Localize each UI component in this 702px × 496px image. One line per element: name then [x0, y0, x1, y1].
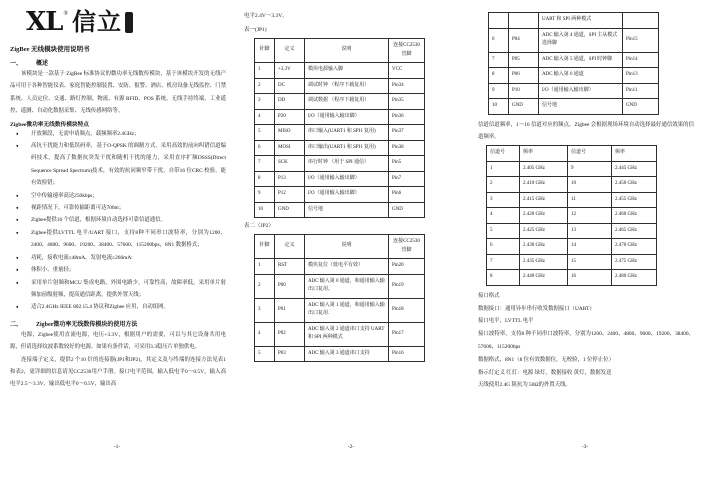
- registered-trademark-icon: ®: [63, 11, 69, 17]
- led-definition-line: 指示灯定义 红灯：电源 绿灯，数据接收 黄灯，数据发送: [478, 369, 612, 376]
- document-title: ZigBee 无线模块使用说明书: [10, 46, 90, 53]
- jp2-table-body: [255, 259, 425, 362]
- table-cell: 7: [489, 52, 509, 68]
- feature-text: 体积小、重量轻；: [31, 267, 75, 274]
- table-cell: 6: [489, 28, 509, 52]
- table-row: [489, 28, 659, 52]
- feature-text: 功耗，接收电流≤48mA，发射电流≤266mA:: [31, 254, 133, 261]
- table-2-caption: 表二（JP2）: [244, 223, 274, 229]
- table-cell: 2.420 GHz: [520, 208, 568, 224]
- jp2-pin-table: [254, 234, 425, 362]
- table-cell: 13: [568, 223, 612, 239]
- antenna-line: 天线使用2.4G 阻抗为 50Ω的外置天线。: [478, 382, 571, 389]
- table-1-caption: 表一(JP1): [244, 27, 267, 33]
- page-1-number: -1-: [113, 444, 121, 450]
- table-cell: 调试数据 （程序下载复用）: [305, 94, 389, 110]
- table-cell: Pin35: [389, 94, 425, 110]
- table-cell: 2.465 GHz: [612, 223, 657, 239]
- bullet-icon: ●: [16, 205, 19, 211]
- table-row: [487, 192, 657, 208]
- table-cell: +3.3V: [275, 63, 305, 79]
- level-range-line: 电平2.4V～3.3V。: [244, 13, 288, 19]
- table-cell: 2.430 GHz: [520, 239, 568, 255]
- jp2-pin-table-continued: [488, 12, 659, 115]
- jp1-table-body: [255, 63, 425, 218]
- table-cell: 10: [255, 202, 275, 218]
- interface-line: 接口格式: [478, 292, 500, 299]
- table-cell: 2.450 GHz: [612, 177, 657, 193]
- table-row: [255, 171, 425, 187]
- table-cell: GND: [623, 99, 659, 115]
- features-heading: Zigbee微功率无线数传模块特点: [10, 121, 89, 128]
- table-cell: DC: [275, 78, 305, 94]
- table-cell: P04: [509, 28, 539, 52]
- table-cell: 1: [255, 259, 275, 275]
- table-cell: P12: [275, 187, 305, 203]
- interface-line: 接口电平，LVTTL 电平: [478, 318, 534, 325]
- feature-item: [16, 264, 226, 276]
- table-cell: Pin7: [389, 171, 425, 187]
- table-row: [255, 94, 425, 110]
- feature-item: [16, 140, 226, 190]
- section-2-title: Zigbee微功率无线数传模块的使用方法: [36, 321, 138, 328]
- table-row: [255, 346, 425, 362]
- table-row: [255, 63, 425, 79]
- feature-item: [16, 202, 226, 214]
- channel-intro-paragraph: 信道信道频率，1～16 信道对应的频点。Zigbee 会根据现场环境自动选择最好通信效果的信道频率。: [478, 121, 694, 140]
- table-cell: I/O（通用输入输出脚）: [539, 83, 623, 99]
- table-row: [487, 270, 657, 286]
- table-row: [255, 140, 425, 156]
- table-cell: Pin18: [389, 298, 425, 322]
- table-cell: P05: [509, 52, 539, 68]
- feature-text: Zigbee提供LVTTL 电平/UART 接口，支持8种不同串口波特率，分别为1200、2400、4800、9600、19200、38400、57600、115200bps，8N1 数据格式；: [31, 229, 226, 249]
- table-cell: 6: [487, 239, 520, 255]
- section-2-number: 二、: [10, 321, 23, 328]
- feature-text: 高抗干扰能力和低误码率，基于O-QPSK 的调制方式，采用高效的前向纠错信道编码技术，提高了数据抗突发干扰和随机干扰的能力，采用直序扩频DSSS(Direct Sequence Spread Spectrum)技术，有效的抗同频窄带干扰，自带16 位CRC 校验，能有效检错；: [31, 143, 226, 187]
- table-cell: 8: [489, 68, 509, 84]
- table-cell: Pin19: [389, 274, 425, 298]
- table-cell: 3: [255, 298, 275, 322]
- bullet-icon: ●: [16, 130, 19, 136]
- table-cell: 串口输出(UART1 和 SPI1 复用): [305, 140, 389, 156]
- table-cell: 4: [255, 109, 275, 125]
- table-cell: 模块电源输入脚: [305, 63, 389, 79]
- table-cell: 14: [568, 239, 612, 255]
- table-row: [489, 68, 659, 84]
- logo-xinli-text: 信立: [72, 8, 123, 36]
- power-paragraph: 电源，Zigbee使用直流电源，电压+3.3V，根据用户的需要，可以与其它设备共用电源，但请选择纹波系数较好的电源。如果有条件话，可采用3.3稳压片单独供电。: [10, 331, 226, 351]
- table-cell: 1: [255, 63, 275, 79]
- table-cell: 12: [568, 208, 612, 224]
- table-row: [255, 125, 425, 141]
- table-cell: [623, 13, 659, 29]
- table-cell: 6: [255, 140, 275, 156]
- table-cell: MOSI: [275, 140, 305, 156]
- page-2-number: -2-: [347, 444, 355, 450]
- feature-text: 空中传输速率高达250kbps；: [31, 192, 98, 199]
- table-cell: ADC 输入第 3 通道串口支持: [305, 346, 389, 362]
- table-row: [489, 52, 659, 68]
- table-cell: ADC 输入第 6 通道: [539, 68, 623, 84]
- table-row: [255, 322, 425, 346]
- table-row: [487, 223, 657, 239]
- table-cell: 4: [255, 322, 275, 346]
- table-cell: 2.475 GHz: [612, 254, 657, 270]
- table-cell: 2.415 GHz: [520, 192, 568, 208]
- table-cell: 10: [489, 99, 509, 115]
- table-row: [487, 239, 657, 255]
- table-cell: P06: [509, 68, 539, 84]
- table-row: [487, 254, 657, 270]
- table-cell: Pin13: [623, 68, 659, 84]
- table-cell: 9: [255, 187, 275, 203]
- feature-item: [16, 214, 226, 226]
- table-cell: 9: [489, 83, 509, 99]
- col-header-pin: 针脚: [255, 235, 275, 259]
- table-cell: P03: [275, 346, 305, 362]
- col-header-definition: 定义: [275, 39, 305, 63]
- table-row: [255, 187, 425, 203]
- section-2-heading: [10, 319, 224, 328]
- table-cell: Pin14: [623, 52, 659, 68]
- interface-line: 接口波特率，支持8 种不同串口波特率，分别为1200、2400、4800、9600、19200、38400、57600、115200bps: [478, 331, 694, 350]
- table-cell: 5: [255, 125, 275, 141]
- table-cell: Pin38: [389, 140, 425, 156]
- table-row: [255, 156, 425, 172]
- col-header-pin: 针脚: [255, 39, 275, 63]
- table-cell: 串口输入(UART1 和 SPI1 复用): [305, 125, 389, 141]
- bullet-icon: ●: [16, 217, 19, 223]
- feature-text: 采用单片射频和MCU 集成电路，外围电路少，可靠性高，故障率低，采用单片射频加前级射频，提高通信距离，提供外置天线；: [31, 279, 226, 298]
- table-cell: [489, 13, 509, 29]
- jp2-table-header: [255, 235, 425, 259]
- table-cell: P20: [275, 109, 305, 125]
- logo-seal-icon: [125, 12, 133, 33]
- table-cell: 2.470 GHz: [612, 239, 657, 255]
- table-cell: Pin5: [389, 156, 425, 172]
- feature-item: [16, 227, 226, 252]
- bullet-icon: ●: [16, 304, 19, 310]
- table-cell: 信号地: [305, 202, 389, 218]
- table-cell: 2: [255, 78, 275, 94]
- table-cell: Pin36: [389, 109, 425, 125]
- table-row: [487, 177, 657, 193]
- table-cell: 10: [568, 177, 612, 193]
- col-header-channel-b: 信道号: [568, 146, 612, 162]
- table-cell: DD: [275, 94, 305, 110]
- table-cell: 2.410 GHz: [520, 177, 568, 193]
- table-cell: 15: [568, 254, 612, 270]
- bullet-icon: ●: [16, 192, 19, 198]
- feature-item: [16, 190, 226, 202]
- table-cell: Pin16: [389, 346, 425, 362]
- section-1-heading: [10, 58, 224, 67]
- table-cell: 5: [487, 223, 520, 239]
- section-1-title: 概述: [36, 61, 49, 67]
- interface-line: 数据格式，8N1（8 位有效数据位，无校验，1 位停止位）: [478, 356, 614, 363]
- table-cell: 2: [487, 177, 520, 193]
- table-row: [489, 99, 659, 115]
- table-row: [487, 161, 657, 177]
- feature-item: [16, 277, 226, 302]
- feature-text: 开放频段，无需申请频点，载频频率2.4GHz；: [31, 130, 140, 137]
- bullet-icon: ●: [16, 143, 19, 149]
- table-row: [255, 259, 425, 275]
- table-cell: [509, 13, 539, 29]
- brand-logo: [26, 8, 234, 40]
- table-row: [255, 202, 425, 218]
- table-cell: Pin15: [623, 28, 659, 52]
- bullet-icon: ●: [16, 279, 19, 285]
- table-cell: 2.455 GHz: [612, 192, 657, 208]
- table-cell: 7: [255, 156, 275, 172]
- table-cell: P10: [509, 83, 539, 99]
- table-cell: UART 和 SPI 两种模式: [539, 13, 623, 29]
- table-cell: ADC 输入第 4 通道，SPI 主从模式选择脚: [539, 28, 623, 52]
- table-cell: 2.440 GHz: [520, 270, 568, 286]
- table-cell: 1: [487, 161, 520, 177]
- table-cell: 2: [255, 274, 275, 298]
- table-cell: ADC 输入第 5 通道，SPI 时钟脚: [539, 52, 623, 68]
- table-header-row: [255, 235, 425, 259]
- table-cell: 4: [487, 208, 520, 224]
- bullet-icon: ●: [16, 254, 19, 260]
- interface-format-block: [468, 290, 702, 392]
- table-cell: Pin17: [389, 322, 425, 346]
- bullet-icon: ●: [16, 267, 19, 273]
- col-header-frequency-b: 频率: [612, 146, 657, 162]
- col-header-description: 说明: [305, 235, 389, 259]
- table-header-row: [487, 146, 657, 162]
- table-cell: 5: [255, 346, 275, 362]
- feature-text: 视距情况下，可靠传输距离可达700m；: [31, 205, 125, 212]
- table-cell: 2.425 GHz: [520, 223, 568, 239]
- table-cell: MISO: [275, 125, 305, 141]
- interface-line: 数据接口：通用异步串行收发数据接口（UART）: [478, 305, 595, 312]
- table-cell: 2.480 GHz: [612, 270, 657, 286]
- table-cell: 调试时钟 （程序下载复用）: [305, 78, 389, 94]
- table-cell: GND: [275, 202, 305, 218]
- table-cell: VCC: [389, 63, 425, 79]
- table-cell: 2.405 GHz: [520, 161, 568, 177]
- table-cell: 16: [568, 270, 612, 286]
- table-cell: P13: [275, 171, 305, 187]
- col-header-description: 说明: [305, 39, 389, 63]
- table-row: [255, 298, 425, 322]
- manual-page-1: [0, 0, 234, 496]
- table-cell: 串行时钟 （用于 SPI 通信）: [305, 156, 389, 172]
- overview-paragraph: 该模块是一款基于 ZigBee 标准协议的微功率无线数传模块，基于该模块开发的无线产品可用于各种智能仪表、家庭智能控制装置、安防、报警、酒店、机房设备无线监控、门禁系统、人员定位、交通、路灯控制、物流、有源 RFID、POS 系统、无线手持终端、工业遥控、遥测、自动化数据采集、无线传感网络等。: [10, 71, 226, 115]
- table-cell: GND: [389, 202, 425, 218]
- channel-table-header: [487, 146, 657, 162]
- page-3-number: -3-: [581, 444, 589, 450]
- table-cell: P00: [275, 274, 305, 298]
- bullet-icon: ●: [16, 229, 19, 235]
- jp1-pin-table: [254, 38, 425, 218]
- feature-text: Zigbee提供16 个信道，根据环境自动选择可靠信道通信。: [31, 217, 166, 224]
- table-cell: GND: [509, 99, 539, 115]
- col-header-cc2530-pin: 连接CC2530管脚: [389, 39, 425, 63]
- table-cell: Pin34: [389, 78, 425, 94]
- table-row: [255, 274, 425, 298]
- table-cell: 模块复位（低电平有效）: [305, 259, 389, 275]
- table-cell: I/O（通用输入输出脚）: [305, 109, 389, 125]
- table-cell: I/O（通用输入输出脚）: [305, 187, 389, 203]
- table-cell: 11: [568, 192, 612, 208]
- table-cell: P02: [275, 322, 305, 346]
- table-cell: Pin11: [623, 83, 659, 99]
- table-cell: 3: [487, 192, 520, 208]
- manual-page-2: [234, 0, 468, 496]
- table-cell: I/O（通用输入输出脚）: [305, 171, 389, 187]
- table-cell: 信号地: [539, 99, 623, 115]
- channel-table-body: [487, 161, 657, 285]
- features-list: [16, 128, 226, 314]
- table-header-row: [255, 39, 425, 63]
- table-cell: ADC 输入第 2 通道串口支持 UART 和 SPI 两种模式: [305, 322, 389, 346]
- table-cell: RST: [275, 259, 305, 275]
- connector-paragraph: 连接端子定义，提供2 个10 针的连接器(JP1和JP2)，其定义及与终端的连接方法见表1和表2，更详细的信息请见CC2530用户手册。接口电平范围，输入低电平0～0.5V，输入高电平2.5～3.3V，输出低电平0～0.5V，输出高: [10, 356, 226, 388]
- jp1-table-header: [255, 39, 425, 63]
- table-row: [255, 78, 425, 94]
- table-row: [255, 109, 425, 125]
- logo-xl-text: XL: [26, 7, 63, 37]
- table-cell: Pin37: [389, 125, 425, 141]
- jp2-continued-body: [489, 13, 659, 115]
- table-cell: 9: [568, 161, 612, 177]
- col-header-frequency-a: 频率: [520, 146, 568, 162]
- table-cell: 8: [487, 270, 520, 286]
- col-header-channel-a: 信道号: [487, 146, 520, 162]
- col-header-cc2530-pin: 连接CC2530管脚: [389, 235, 425, 259]
- table-row: [489, 13, 659, 29]
- table-cell: 2.445 GHz: [612, 161, 657, 177]
- table-cell: Pin6: [389, 187, 425, 203]
- table-cell: Pin20: [389, 259, 425, 275]
- section-1-number: 一、: [10, 61, 23, 67]
- feature-item: [16, 252, 226, 264]
- table-cell: 8: [255, 171, 275, 187]
- feature-text: 适合2.4GHz IEEE 802.15.4 协议和Zigbee 应用，自动组网。: [31, 304, 169, 311]
- table-cell: 2.460 GHz: [612, 208, 657, 224]
- table-cell: 2.435 GHz: [520, 254, 568, 270]
- manual-page-3: [468, 0, 702, 496]
- col-header-definition: 定义: [275, 235, 305, 259]
- table-row: [489, 83, 659, 99]
- table-cell: P01: [275, 298, 305, 322]
- table-row: [487, 208, 657, 224]
- channel-frequency-table: [486, 145, 657, 286]
- table-cell: 3: [255, 94, 275, 110]
- feature-item: [16, 301, 226, 313]
- table-cell: ADC 输入第 0 通道，和通用输入输出口复用。: [305, 274, 389, 298]
- feature-item: [16, 128, 226, 140]
- table-cell: SCK: [275, 156, 305, 172]
- table-cell: ADC 输入第 1 通道，和通用输入输出口复用.: [305, 298, 389, 322]
- table-cell: 7: [487, 254, 520, 270]
